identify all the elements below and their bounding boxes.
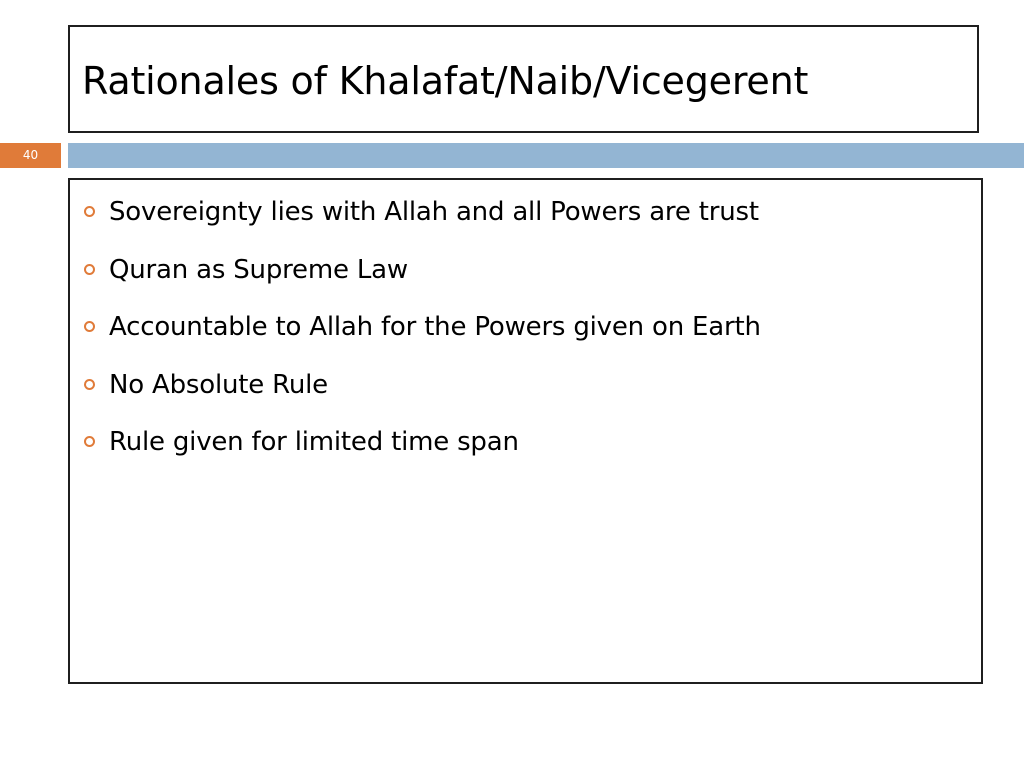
content-box [68, 178, 983, 684]
bullet-text: Sovereignty lies with Allah and all Powers are trust [109, 197, 759, 227]
slide-number-badge [0, 143, 61, 168]
bullet-item [84, 424, 761, 482]
bullet-circle-icon [84, 264, 95, 275]
bullet-circle-icon [84, 436, 95, 447]
bullet-circle-icon [84, 379, 95, 390]
bullet-circle-icon [84, 206, 95, 217]
bullet-text: Quran as Supreme Law [109, 254, 408, 285]
header-accent-bar [68, 143, 1024, 168]
bullet-text: Rule given for limited time span [109, 427, 519, 457]
bullet-text: No Absolute Rule [109, 369, 328, 400]
bullet-circle-icon [84, 321, 95, 332]
bullet-list [84, 194, 761, 482]
bullet-item [84, 194, 761, 252]
slide-number: 40 [22, 148, 39, 162]
slide-title: Rationales of Khalafat/Naib/Vicegerent [82, 59, 809, 103]
bullet-item [84, 252, 761, 310]
title-box [68, 25, 979, 133]
bullet-item [84, 367, 761, 425]
bullet-text: Accountable to Allah for the Powers given on Earth [109, 312, 761, 342]
bullet-item [84, 309, 761, 367]
